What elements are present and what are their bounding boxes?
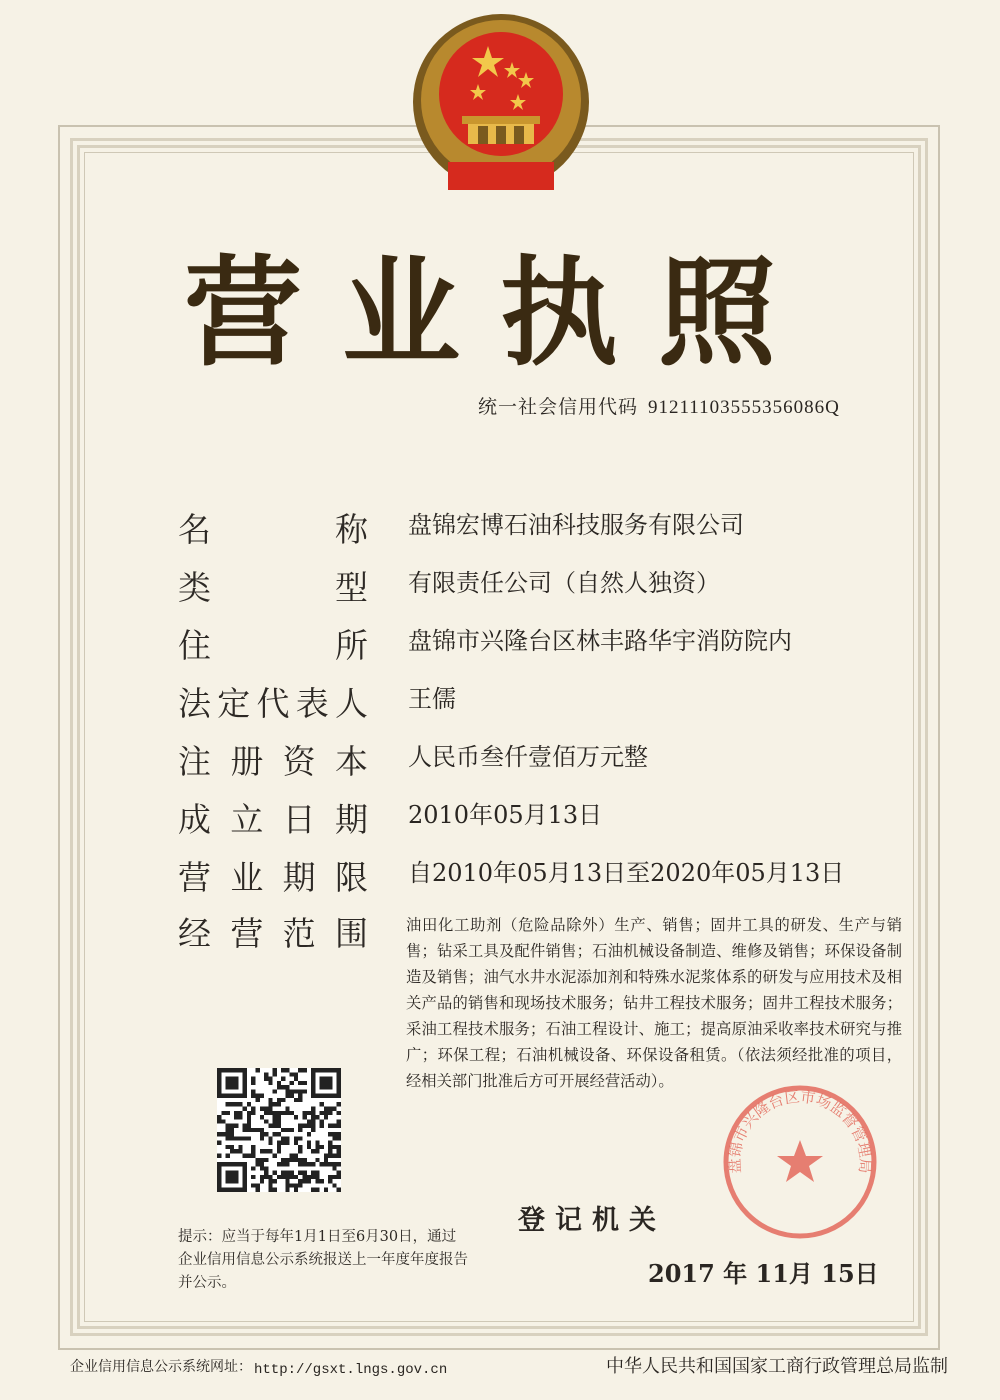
field-value: 盘锦宏博石油科技服务有限公司 [408, 511, 744, 539]
qr-code[interactable] [217, 1068, 341, 1192]
hint-text: 提示：应当于每年1月1日至6月30日，通过企业信用信息公示系统报送上一年度年度报告并公示。 [178, 1229, 468, 1291]
credit-code-line [478, 392, 840, 419]
field-value: 2010年05月13日 [408, 801, 603, 829]
field-capital [178, 736, 918, 783]
official-seal [720, 1082, 880, 1242]
field-label: 法 定 代 表 人 [178, 684, 368, 723]
credit-code-label: 统一社会信用代码 [478, 396, 639, 418]
footer-supervisor: 中华人民共和国国家工商行政管理总局监制 [606, 1356, 948, 1377]
field-label: 住 所 [178, 626, 368, 665]
field-value: 盘锦市兴隆台区林丰路华宇消防院内 [408, 627, 792, 655]
field-legal-rep [178, 678, 918, 725]
credit-code-value: 91211103555356086Q [648, 397, 840, 418]
field-established [178, 794, 918, 841]
business-scope-text: 油田化工助剂（危险品除外）生产、销售；固井工具的研发、生产与销售；钻采工具及配件销售；石油机械设备制造、维修及销售；环保设备制造及销售；油气水井水泥添加剂和特殊水泥浆体系的研发与应用技术及相关产品的销售和现场技术服务；钻井工程技术服务；固井工程技术服务；采油工程技术服务；石油工程设计、施工；提高原油采收率技术研究与推广；环保工程；石油机械设备、环保设备租赁。（依法须经批准的项目，经相关部门批准后方可开展经营活动）。 [406, 916, 902, 1090]
footer-system-label: 企业信用信息公示系统网址： [70, 1359, 252, 1375]
field-label: 类 型 [178, 568, 368, 607]
field-label: 注 册 资 本 [178, 742, 368, 781]
field-value: 自2010年05月13日至2020年05月13日 [408, 859, 845, 887]
field-type [178, 562, 918, 609]
registration-authority: 登记机关 [518, 1205, 666, 1236]
field-value: 人民币叁仟壹佰万元整 [408, 743, 648, 771]
field-label: 经 营 范 围 [178, 914, 368, 953]
field-value: 有限责任公司（自然人独资） [408, 569, 720, 597]
field-label: 成 立 日 期 [178, 800, 368, 839]
footer-url[interactable]: http://gsxt.lngs.gov.cn [254, 1362, 448, 1378]
field-label: 名 称 [178, 510, 368, 549]
field-term [178, 852, 918, 899]
field-label: 营 业 期 限 [178, 858, 368, 897]
field-address [178, 620, 918, 667]
seal-text: 盘锦市兴隆台区市场监督管理局 [725, 1087, 875, 1174]
issue-date: 2017 年 11月 15日 [648, 1259, 879, 1288]
field-name [178, 504, 918, 551]
document-title: 营业执照 [183, 243, 816, 382]
field-value: 王儒 [408, 685, 456, 713]
national-emblem [408, 12, 594, 198]
